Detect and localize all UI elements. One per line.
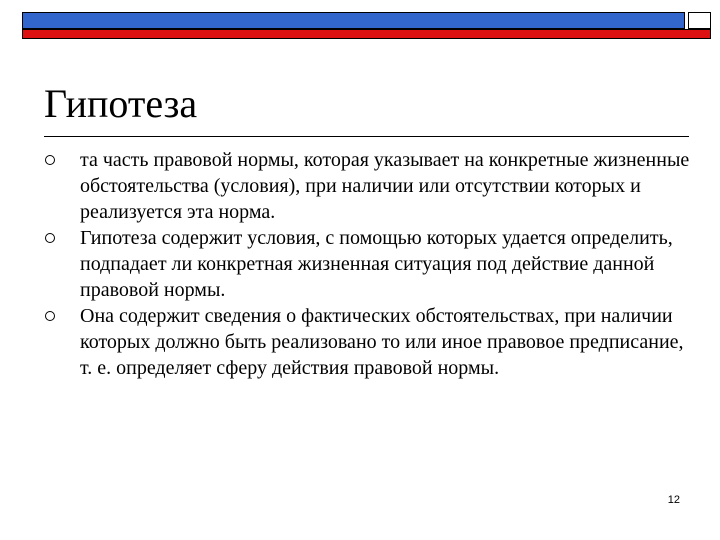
bullet-text: Она содержит сведения о фактических обстоятельствах, при наличии которых должно быть реализовано то или иное правовое предписание, т. е. определяет сферу действия правовой нормы. <box>80 305 684 379</box>
slide-title: Гипотеза <box>44 81 198 126</box>
header-blue-bar <box>22 12 685 29</box>
bullet-text: Гипотеза содержит условия, с помощью которых удается определить, подпадает ли конкретная жизненная ситуация под действие данной правовой нормы. <box>80 227 673 301</box>
hollow-circle-bullet-icon <box>45 233 55 243</box>
bullet-item-3 <box>44 303 694 381</box>
page-number: 12 <box>667 494 680 506</box>
header-corner-square <box>688 12 711 29</box>
hollow-circle-bullet-icon <box>45 311 55 321</box>
bullet-list <box>44 147 694 381</box>
hollow-circle-bullet-icon <box>45 155 55 165</box>
bullet-text: та часть правовой нормы, которая указывает на конкретные жизненные обстоятельства (условия), при наличии или отсутствии которых и реализуется эта норма. <box>80 149 690 223</box>
bullet-item-2 <box>44 225 694 303</box>
header-red-bar <box>22 29 711 39</box>
title-underline <box>44 136 689 137</box>
bullet-item-1 <box>44 147 694 225</box>
